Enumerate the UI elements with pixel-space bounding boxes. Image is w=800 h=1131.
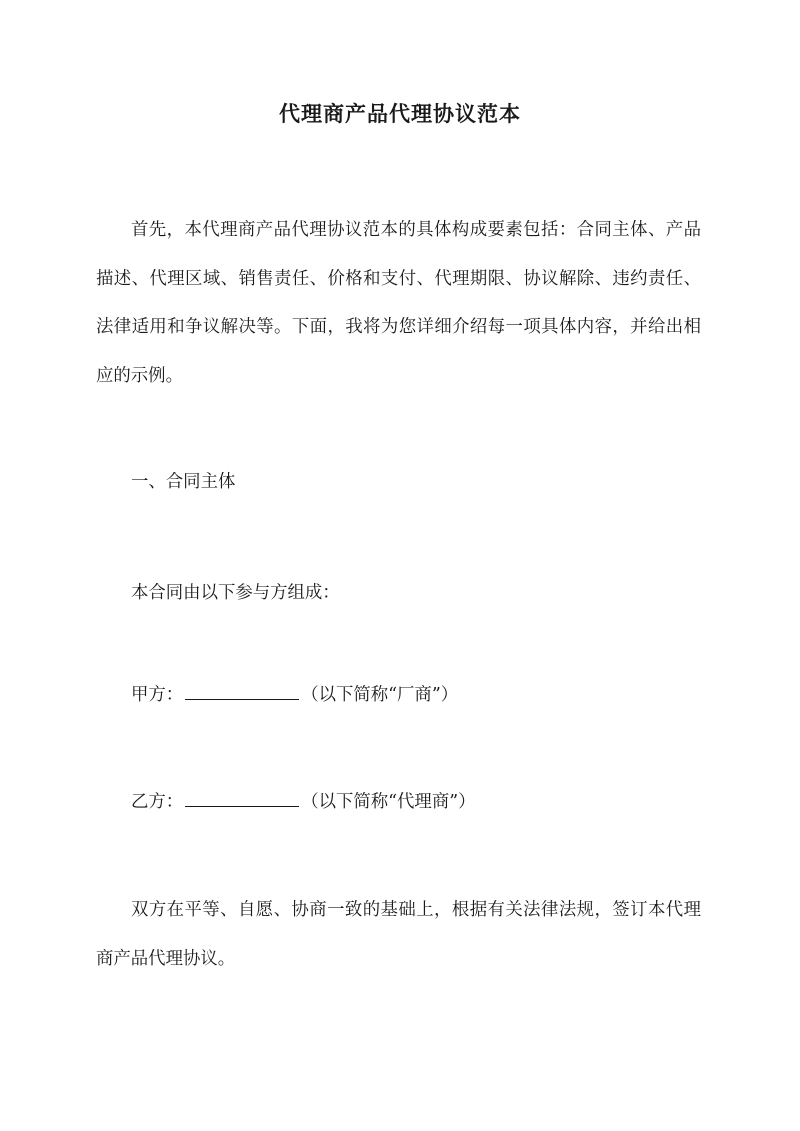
party-b-suffix: （以下简称“代理商”） — [301, 792, 476, 812]
party-b-line — [131, 787, 476, 817]
party-a-blank — [185, 681, 299, 700]
party-b-blank — [185, 788, 299, 807]
parties-intro-text: 本合同由以下参与方组成： — [131, 583, 340, 603]
agreement-paragraph: 双方在平等、自愿、协商一致的基础上，根据有关法律法规，签订本代理商产品代理协议。 — [96, 900, 701, 969]
party-a-suffix: （以下简称“厂商”） — [301, 685, 459, 705]
document-title: 代理商产品代理协议范本 — [279, 101, 521, 126]
party-a-line — [131, 680, 458, 710]
intro-paragraph: 首先，本代理商产品代理协议范本的具体构成要素包括：合同主体、产品描述、代理区域、销售责任、价格和支付、代理期限、协议解除、违约责任、法律适用和争议解决等。下面，我将为您详细介绍每一项具体内容，并给出相应的示例。 — [96, 220, 701, 386]
party-b-label: 乙方： — [131, 792, 184, 812]
party-a-label: 甲方： — [131, 685, 184, 705]
section-heading-contract-parties: 一、合同主体 — [131, 472, 236, 492]
